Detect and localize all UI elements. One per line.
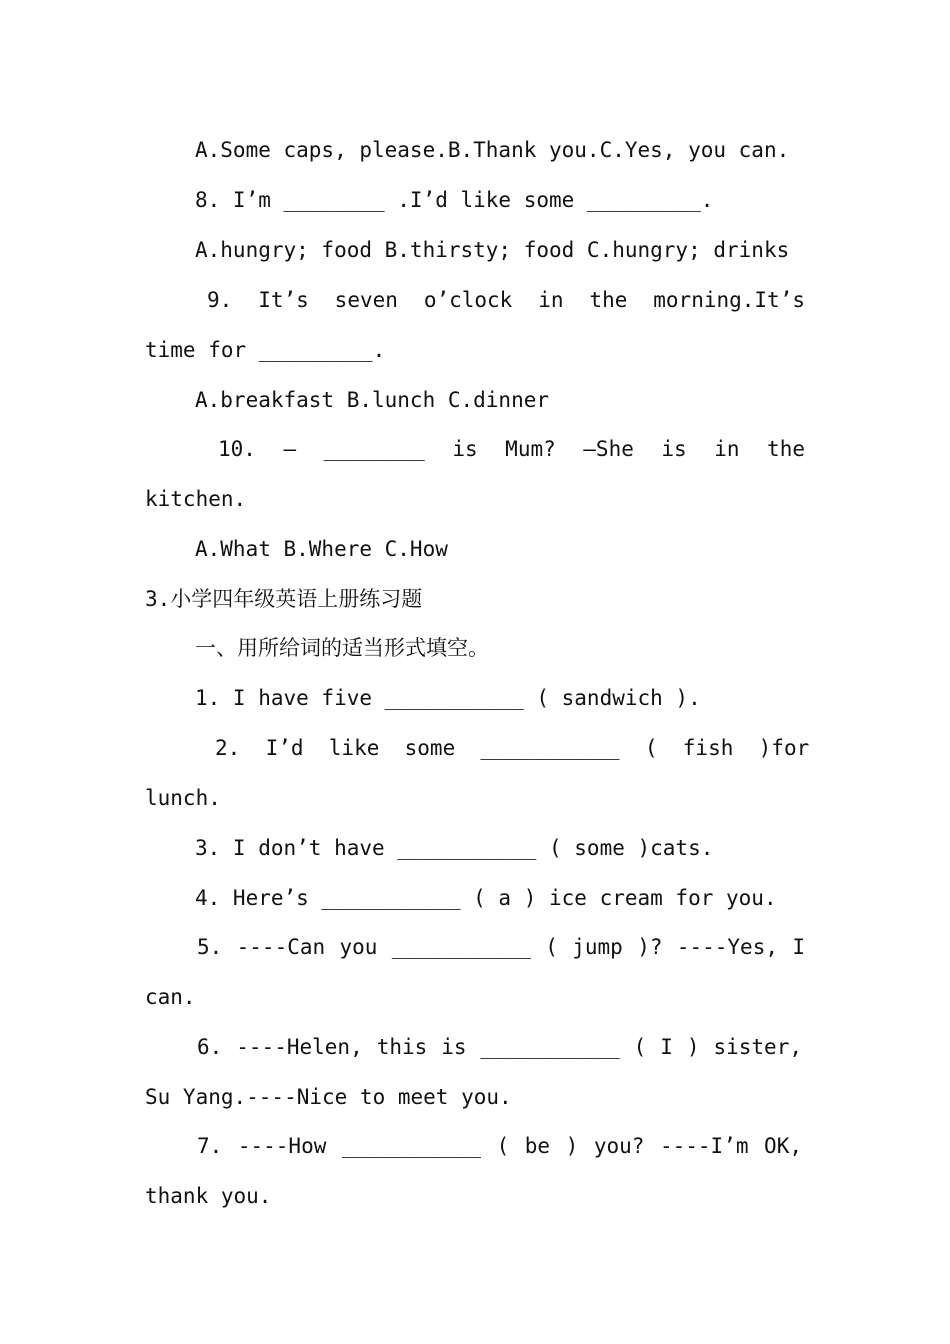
fill-q1: 1. I have five ___________ ( sandwich ). xyxy=(195,686,701,710)
fill-q5-line2: can. xyxy=(145,985,196,1009)
part-one-instruction: 一、用所给词的适当形式填空。 xyxy=(195,636,489,660)
q10-question-line1: 10. — ________ is Mum? —She is in the xyxy=(218,437,805,461)
section-heading: 3.小学四年级英语上册练习题 xyxy=(145,587,423,611)
q8-options: A.hungry; food B.thirsty; food C.hungry; drinks xyxy=(195,238,790,262)
q10-options: A.What B.Where C.How xyxy=(195,537,448,561)
fill-q3: 3. I don’t have ___________ ( some )cats. xyxy=(195,836,714,860)
fill-q4: 4. Here’s ___________ ( a ) ice cream for you. xyxy=(195,886,777,910)
q7-options: A.Some caps, please.B.Thank you.C.Yes, you can. xyxy=(195,138,790,162)
fill-q7-line2: thank you. xyxy=(145,1184,272,1208)
fill-q7-line1: 7. ----How ___________ ( be ) you? ----I’m OK, xyxy=(197,1134,802,1158)
fill-q6-line1: 6. ----Helen, this is ___________ ( I ) sister, xyxy=(197,1035,802,1059)
fill-q2-line2: lunch. xyxy=(145,786,221,810)
q10-question-line2: kitchen. xyxy=(145,487,247,511)
q9-question-line2: time for _________. xyxy=(145,338,386,362)
q8-question: 8. I’m ________ .I’d like some _________. xyxy=(195,188,714,212)
q9-question-line1: 9. It’s seven o’clock in the morning.It’s xyxy=(207,288,805,312)
fill-q6-line2: Su Yang.----Nice to meet you. xyxy=(145,1085,512,1109)
q9-options: A.breakfast B.lunch C.dinner xyxy=(195,388,550,412)
fill-q2-line1: 2. I’d like some ___________ ( fish )for xyxy=(215,736,810,760)
fill-q5-line1: 5. ----Can you ___________ ( jump )? ----Yes, I xyxy=(197,935,805,959)
